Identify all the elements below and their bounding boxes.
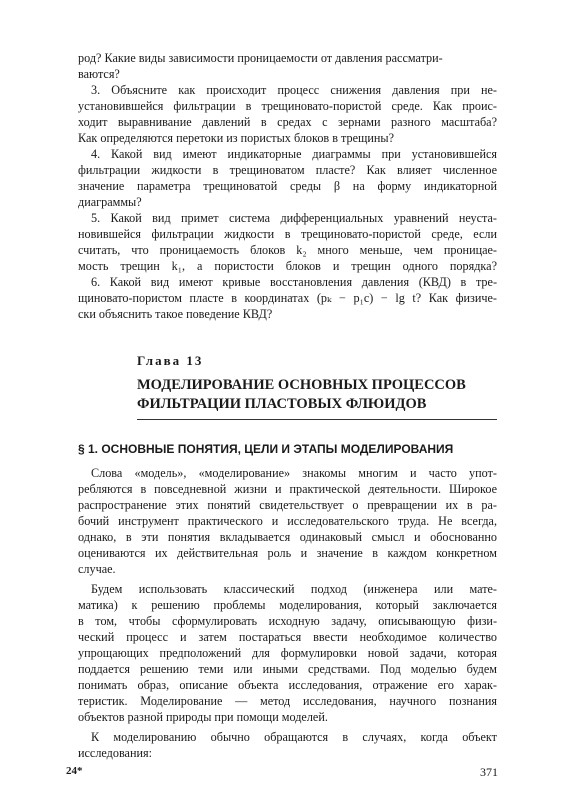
question-line: ходит выравнивание давлений в средах с зернами разного масштаба?	[78, 115, 497, 129]
body-line: Будем использовать классический подход (инженера или мате-	[91, 582, 497, 596]
body-line: исследования:	[78, 746, 153, 760]
body-line: объектов разной природы при помощи моделей.	[78, 710, 328, 724]
body-line: ребляются в повседневной жизни и практической деятельности. Широкое	[78, 482, 497, 496]
body-line: понимать образ, описание объекта исследования, отражение его харак-	[78, 678, 497, 692]
body-line: матика) к решению проблемы моделирования, который заключается	[78, 598, 497, 612]
question-line: ваются?	[78, 67, 120, 81]
page-number: 371	[480, 765, 498, 779]
body-line: К моделированию обычно обращаются в случаях, когда объект	[91, 730, 497, 744]
question-line: считать, что проницаемость блоков k₂ много меньше, чем проницае-	[78, 243, 497, 257]
body-line: оцениваются их действительная роль и значение в каждом конкретном	[78, 546, 497, 560]
question-line: Как определяются перетоки из пористых блоков в трещины?	[78, 131, 395, 145]
body-line: однако, в эти понятия вкладывается одинаковый смысл и обоснованно	[78, 530, 497, 544]
question-line: 3. Объясните как происходит процесс снижения давления при не-	[91, 83, 497, 97]
chapter-label: Глава 13	[137, 353, 204, 368]
body-line: распространение этих понятий свидетельствует о превращении их в ра-	[78, 498, 497, 512]
question-line: род? Какие виды зависимости проницаемости от давления рассматри-	[78, 51, 443, 65]
question-line: ски объяснить такое поведение КВД?	[78, 307, 273, 321]
question-line: 6. Какой вид имеют кривые восстановления давления (КВД) в тре-	[91, 275, 497, 289]
body-line: в том, чтобы сформулировать исходную задачу, описывающую физи-	[78, 614, 497, 628]
body-line: бочий инструмент практического и исследовательского труда. Не всегда,	[78, 514, 497, 528]
question-line: мость трещин k₁, а пористости блоков и трещин одного порядка?	[78, 259, 497, 273]
question-line: фильтрации жидкости в трещиноватом пласте? Как влияет численное	[78, 163, 497, 177]
body-line: упрощающих предположений для формулировки новой задачи, которая	[78, 646, 497, 660]
body-line: ческий процесс и затем постараться ввести необходимое количество	[78, 630, 497, 644]
question-line: 5. Какой вид примет система дифференциальных уравнений неуста-	[91, 211, 497, 225]
question-line: щиновато-пористом пласте в координатах (pₖ − p₁c) − lg t? Как физиче-	[78, 291, 497, 305]
question-line: 4. Какой вид имеют индикаторные диаграммы при установившейся	[91, 147, 497, 161]
question-line: значение параметра трещиноватой среды β на форму индикаторной	[78, 179, 497, 193]
question-line: новившейся фильтрации жидкости в трещиновато-пористой среде, если	[78, 227, 497, 241]
body-line: теристик. Моделирование — метод исследования, научного познания	[78, 694, 497, 708]
body-line: случае.	[78, 562, 116, 576]
signature-mark: 24*	[66, 765, 83, 777]
question-line: диаграммы?	[78, 195, 142, 209]
chapter-title-line: МОДЕЛИРОВАНИЕ ОСНОВНЫХ ПРОЦЕССОВ	[137, 377, 466, 393]
body-line: поддается решению теми или иными средствами. Под моделью будем	[78, 662, 497, 676]
chapter-divider	[137, 419, 497, 420]
chapter-title-line: ФИЛЬТРАЦИИ ПЛАСТОВЫХ ФЛЮИДОВ	[137, 396, 427, 412]
section-heading: § 1. ОСНОВНЫЕ ПОНЯТИЯ, ЦЕЛИ И ЭТАПЫ МОДЕЛИРОВАНИЯ	[78, 442, 454, 456]
body-line: Слова «модель», «моделирование» знакомы многим и часто упот-	[91, 466, 497, 480]
question-line: установившейся фильтрации в трещиновато-пористой среде. Как проис-	[78, 99, 497, 113]
